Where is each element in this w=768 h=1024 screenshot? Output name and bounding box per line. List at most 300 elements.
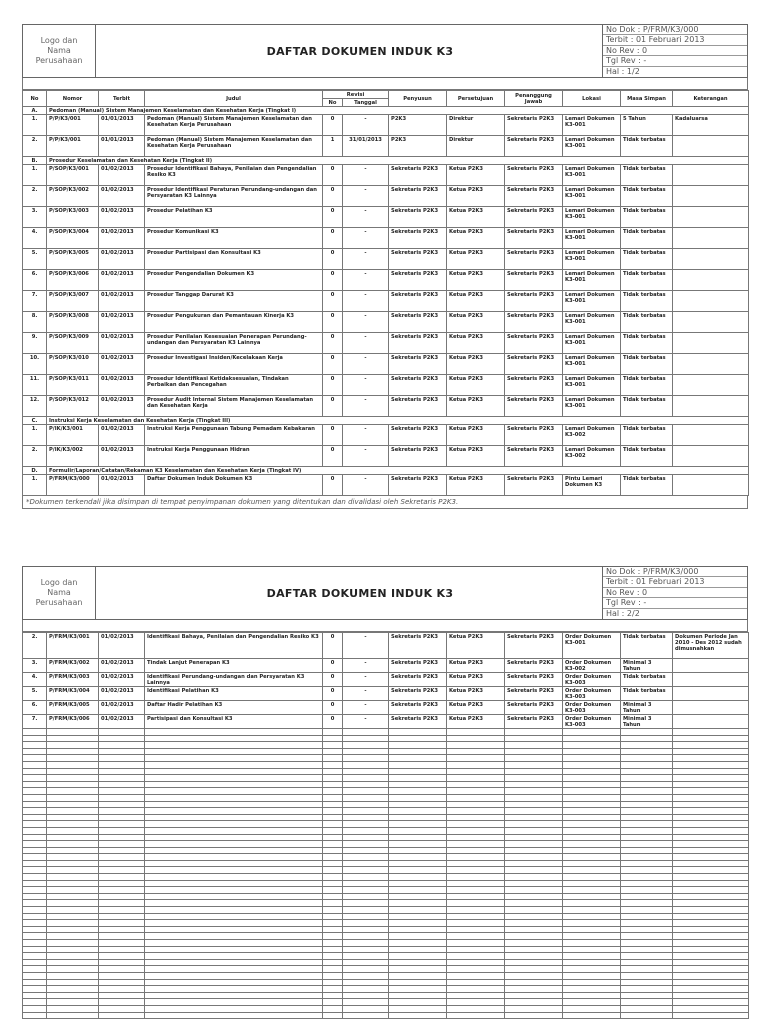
cell-lokasi: Lemari Dokumen K3-001: [563, 186, 621, 207]
table-row: [23, 475, 749, 496]
empty-row: [23, 860, 749, 867]
empty-cell: [23, 775, 47, 782]
cell-persetujuan: Ketua P2K3: [447, 228, 505, 249]
cell-penyusun: Sekretaris P2K3: [389, 312, 447, 333]
empty-cell: [47, 827, 99, 834]
empty-cell: [145, 794, 323, 801]
empty-cell: [99, 940, 145, 947]
empty-cell: [145, 841, 323, 848]
cell-terbit: 01/02/2013: [99, 687, 145, 701]
empty-cell: [145, 1012, 323, 1019]
cell-rev-no: 0: [323, 115, 343, 136]
empty-cell: [323, 814, 343, 821]
empty-cell: [447, 972, 505, 979]
cell-persetujuan: Ketua P2K3: [447, 687, 505, 701]
cell-penyusun: Sekretaris P2K3: [389, 659, 447, 673]
empty-cell: [447, 748, 505, 755]
empty-cell: [447, 867, 505, 874]
empty-cell: [343, 781, 389, 788]
empty-cell: [47, 841, 99, 848]
col-penyusun: Penyusun: [389, 91, 447, 107]
empty-cell: [621, 959, 673, 966]
document-table: [22, 632, 749, 1019]
cell-lokasi: Order Dokumen K3-003: [563, 715, 621, 729]
empty-cell: [343, 913, 389, 920]
empty-cell: [447, 1005, 505, 1012]
cell-masa: Tidak terbatas: [621, 375, 673, 396]
cell-terbit: 01/02/2013: [99, 701, 145, 715]
empty-cell: [23, 946, 47, 953]
empty-row: [23, 1005, 749, 1012]
cell-masa: Tidak terbatas: [621, 186, 673, 207]
cell-lokasi: Lemari Dokumen K3-001: [563, 136, 621, 157]
empty-cell: [343, 755, 389, 762]
cell-rev-no: 0: [323, 333, 343, 354]
empty-cell: [47, 966, 99, 973]
cell-no: 1.: [23, 165, 47, 186]
cell-nomor: P/FRM/K3/006: [47, 715, 99, 729]
cell-persetujuan: Ketua P2K3: [447, 396, 505, 417]
empty-cell: [23, 992, 47, 999]
empty-row: [23, 827, 749, 834]
cell-rev-tgl: -: [343, 115, 389, 136]
cell-ket: [673, 687, 749, 701]
cell-ket: [673, 659, 749, 673]
empty-cell: [447, 814, 505, 821]
empty-cell: [447, 801, 505, 808]
empty-cell: [23, 847, 47, 854]
cell-judul: Prosedur Komunikasi K3: [145, 228, 323, 249]
empty-cell: [323, 729, 343, 736]
cell-persetujuan: Ketua P2K3: [447, 270, 505, 291]
empty-cell: [145, 972, 323, 979]
empty-cell: [563, 854, 621, 861]
empty-cell: [505, 946, 563, 953]
empty-cell: [99, 794, 145, 801]
empty-cell: [621, 748, 673, 755]
empty-cell: [23, 814, 47, 821]
section-row: [23, 107, 749, 115]
cell-nomor: P/P/K3/001: [47, 136, 99, 157]
empty-cell: [323, 860, 343, 867]
empty-cell: [447, 854, 505, 861]
empty-cell: [563, 814, 621, 821]
empty-cell: [99, 933, 145, 940]
empty-row: [23, 887, 749, 894]
empty-row: [23, 913, 749, 920]
empty-cell: [563, 748, 621, 755]
empty-cell: [47, 999, 99, 1006]
empty-cell: [23, 913, 47, 920]
empty-cell: [447, 959, 505, 966]
cell-masa: Tidak terbatas: [621, 165, 673, 186]
empty-cell: [505, 729, 563, 736]
cell-pj: Sekretaris P2K3: [505, 715, 563, 729]
cell-rev-tgl: -: [343, 312, 389, 333]
cell-lokasi: Pintu Lemari Dokumen K3: [563, 475, 621, 496]
empty-cell: [621, 880, 673, 887]
empty-cell: [505, 874, 563, 881]
cell-penyusun: Sekretaris P2K3: [389, 207, 447, 228]
empty-cell: [563, 794, 621, 801]
cell-ket: [673, 270, 749, 291]
cell-persetujuan: Ketua P2K3: [447, 659, 505, 673]
empty-cell: [343, 854, 389, 861]
empty-cell: [323, 999, 343, 1006]
empty-cell: [145, 742, 323, 749]
empty-cell: [323, 854, 343, 861]
empty-cell: [47, 781, 99, 788]
empty-cell: [621, 933, 673, 940]
empty-cell: [389, 913, 447, 920]
empty-cell: [447, 907, 505, 914]
cell-nomor: P/SOP/K3/010: [47, 354, 99, 375]
cell-pj: Sekretaris P2K3: [505, 228, 563, 249]
cell-masa: Tidak terbatas: [621, 446, 673, 467]
empty-cell: [145, 860, 323, 867]
cell-rev-tgl: -: [343, 291, 389, 312]
cell-penyusun: Sekretaris P2K3: [389, 333, 447, 354]
col-rev-no: No: [323, 99, 343, 107]
cell-rev-tgl: -: [343, 687, 389, 701]
cell-rev-no: 0: [323, 446, 343, 467]
cell-terbit: 01/02/2013: [99, 270, 145, 291]
empty-cell: [505, 979, 563, 986]
empty-cell: [47, 900, 99, 907]
empty-row: [23, 966, 749, 973]
empty-row: [23, 781, 749, 788]
empty-cell: [99, 913, 145, 920]
empty-cell: [145, 992, 323, 999]
empty-cell: [621, 867, 673, 874]
empty-cell: [505, 907, 563, 914]
empty-cell: [23, 999, 47, 1006]
cell-persetujuan: Ketua P2K3: [447, 207, 505, 228]
empty-cell: [447, 893, 505, 900]
empty-cell: [323, 979, 343, 986]
empty-cell: [447, 887, 505, 894]
empty-cell: [99, 860, 145, 867]
cell-ket: [673, 207, 749, 228]
empty-cell: [99, 979, 145, 986]
empty-cell: [673, 775, 749, 782]
empty-cell: [99, 827, 145, 834]
empty-cell: [145, 953, 323, 960]
cell-lokasi: Lemari Dokumen K3-001: [563, 165, 621, 186]
cell-ket: [673, 396, 749, 417]
empty-cell: [563, 966, 621, 973]
empty-cell: [563, 887, 621, 894]
cell-masa: Tidak terbatas: [621, 207, 673, 228]
empty-cell: [505, 999, 563, 1006]
empty-cell: [343, 972, 389, 979]
empty-cell: [673, 966, 749, 973]
empty-cell: [23, 874, 47, 881]
cell-persetujuan: Ketua P2K3: [447, 715, 505, 729]
empty-cell: [323, 1005, 343, 1012]
empty-cell: [389, 972, 447, 979]
cell-judul: Prosedur Identifikasi Bahaya, Penilaian dan Pengendalian Resiko K3: [145, 165, 323, 186]
empty-cell: [389, 781, 447, 788]
cell-lokasi: Order Dokumen K3-003: [563, 701, 621, 715]
empty-cell: [47, 913, 99, 920]
cell-no: 6.: [23, 270, 47, 291]
empty-cell: [47, 953, 99, 960]
col-revisi: Revisi: [323, 91, 389, 99]
cell-lokasi: Lemari Dokumen K3-001: [563, 333, 621, 354]
section-row: [23, 417, 749, 425]
cell-lokasi: Lemari Dokumen K3-002: [563, 425, 621, 446]
cell-masa: Tidak terbatas: [621, 312, 673, 333]
empty-cell: [447, 735, 505, 742]
cell-penyusun: Sekretaris P2K3: [389, 228, 447, 249]
empty-cell: [145, 907, 323, 914]
empty-cell: [145, 801, 323, 808]
page-header: [22, 566, 748, 620]
cell-no: 12.: [23, 396, 47, 417]
empty-cell: [563, 768, 621, 775]
cell-judul: Partisipasi dan Konsultasi K3: [145, 715, 323, 729]
empty-cell: [505, 986, 563, 993]
table-row: [23, 270, 749, 291]
empty-cell: [323, 742, 343, 749]
cell-rev-tgl: -: [343, 228, 389, 249]
section-title: Formulir/Laporan/Catatan/Rekaman K3 Keselamatan dan Kesehatan Kerja (Tingkat IV): [47, 467, 749, 475]
empty-cell: [145, 880, 323, 887]
empty-cell: [343, 880, 389, 887]
empty-cell: [563, 946, 621, 953]
empty-cell: [447, 761, 505, 768]
cell-rev-tgl: -: [343, 333, 389, 354]
meta-page: Hal : 1/2: [606, 66, 640, 76]
empty-cell: [447, 1012, 505, 1019]
empty-row: [23, 847, 749, 854]
empty-cell: [389, 986, 447, 993]
table-row: [23, 687, 749, 701]
table-row: [23, 354, 749, 375]
empty-cell: [447, 926, 505, 933]
empty-cell: [47, 860, 99, 867]
empty-cell: [323, 1012, 343, 1019]
empty-cell: [323, 992, 343, 999]
empty-cell: [673, 827, 749, 834]
empty-cell: [99, 821, 145, 828]
empty-cell: [563, 847, 621, 854]
section-row: [23, 467, 749, 475]
empty-cell: [99, 999, 145, 1006]
empty-cell: [673, 926, 749, 933]
empty-cell: [47, 986, 99, 993]
empty-cell: [343, 992, 389, 999]
cell-ket: [673, 312, 749, 333]
cell-no: 7.: [23, 291, 47, 312]
empty-cell: [23, 867, 47, 874]
empty-cell: [343, 860, 389, 867]
cell-persetujuan: Ketua P2K3: [447, 475, 505, 496]
empty-cell: [673, 768, 749, 775]
meta-rev-no: No Rev : 0: [603, 46, 747, 56]
table-row: [23, 715, 749, 729]
empty-cell: [621, 992, 673, 999]
cell-nomor: P/SOP/K3/003: [47, 207, 99, 228]
empty-cell: [47, 808, 99, 815]
cell-nomor: P/P/K3/001: [47, 115, 99, 136]
empty-cell: [323, 946, 343, 953]
empty-cell: [389, 854, 447, 861]
table-row: [23, 425, 749, 446]
empty-cell: [505, 926, 563, 933]
empty-row: [23, 755, 749, 762]
empty-cell: [621, 801, 673, 808]
cell-pj: Sekretaris P2K3: [505, 475, 563, 496]
empty-cell: [99, 755, 145, 762]
empty-cell: [673, 972, 749, 979]
empty-cell: [447, 794, 505, 801]
empty-cell: [23, 959, 47, 966]
empty-cell: [673, 735, 749, 742]
document-page-1: [22, 24, 748, 509]
empty-cell: [343, 986, 389, 993]
cell-lokasi: Lemari Dokumen K3-001: [563, 207, 621, 228]
empty-cell: [323, 933, 343, 940]
empty-cell: [23, 768, 47, 775]
empty-cell: [505, 834, 563, 841]
spacer: [22, 620, 748, 632]
empty-cell: [621, 827, 673, 834]
cell-rev-no: 0: [323, 228, 343, 249]
empty-cell: [343, 920, 389, 927]
cell-nomor: P/SOP/K3/005: [47, 249, 99, 270]
cell-ket: [673, 425, 749, 446]
empty-cell: [563, 1005, 621, 1012]
empty-cell: [389, 999, 447, 1006]
empty-cell: [99, 742, 145, 749]
empty-cell: [23, 986, 47, 993]
empty-cell: [505, 966, 563, 973]
empty-cell: [563, 893, 621, 900]
empty-cell: [23, 966, 47, 973]
cell-nomor: P/FRM/K3/000: [47, 475, 99, 496]
cell-pj: Sekretaris P2K3: [505, 333, 563, 354]
cell-rev-tgl: -: [343, 396, 389, 417]
cell-judul: Identifikasi Bahaya, Penilaian dan Pengendalian Resiko K3: [145, 633, 323, 659]
empty-cell: [673, 992, 749, 999]
empty-cell: [99, 874, 145, 881]
empty-cell: [343, 874, 389, 881]
empty-cell: [563, 834, 621, 841]
empty-cell: [343, 946, 389, 953]
empty-cell: [47, 907, 99, 914]
cell-no: 7.: [23, 715, 47, 729]
cell-lokasi: Order Dokumen K3-002: [563, 659, 621, 673]
cell-terbit: 01/02/2013: [99, 633, 145, 659]
empty-cell: [447, 768, 505, 775]
empty-cell: [621, 841, 673, 848]
cell-penyusun: Sekretaris P2K3: [389, 354, 447, 375]
empty-cell: [621, 735, 673, 742]
cell-persetujuan: Ketua P2K3: [447, 333, 505, 354]
empty-cell: [323, 972, 343, 979]
empty-cell: [145, 940, 323, 947]
cell-ket: [673, 186, 749, 207]
empty-cell: [343, 841, 389, 848]
empty-cell: [505, 801, 563, 808]
cell-penyusun: Sekretaris P2K3: [389, 475, 447, 496]
cell-pj: Sekretaris P2K3: [505, 687, 563, 701]
empty-row: [23, 907, 749, 914]
empty-cell: [47, 972, 99, 979]
empty-cell: [621, 972, 673, 979]
empty-cell: [447, 808, 505, 815]
empty-cell: [47, 794, 99, 801]
cell-no: 6.: [23, 701, 47, 715]
cell-rev-no: 0: [323, 425, 343, 446]
empty-row: [23, 761, 749, 768]
col-rev-tgl: Tanggal: [343, 99, 389, 107]
cell-terbit: 01/02/2013: [99, 446, 145, 467]
cell-masa: Minimal 3 Tahun: [621, 715, 673, 729]
empty-cell: [47, 887, 99, 894]
section-letter: A.: [23, 107, 47, 115]
cell-rev-tgl: -: [343, 673, 389, 687]
empty-cell: [673, 979, 749, 986]
empty-cell: [563, 953, 621, 960]
cell-ket: [673, 375, 749, 396]
empty-cell: [447, 874, 505, 881]
cell-no: 2.: [23, 136, 47, 157]
footnote: *Dokumen terkendali jika disimpan di tempat penyimpanan dokumen yang ditentukan dan divalidasi oleh Sekretaris P2K3.: [22, 496, 748, 509]
empty-cell: [505, 972, 563, 979]
empty-cell: [389, 775, 447, 782]
empty-cell: [389, 814, 447, 821]
empty-cell: [505, 933, 563, 940]
empty-cell: [673, 867, 749, 874]
empty-cell: [47, 847, 99, 854]
cell-rev-tgl: -: [343, 633, 389, 659]
empty-row: [23, 841, 749, 848]
cell-no: 1.: [23, 475, 47, 496]
empty-cell: [389, 979, 447, 986]
empty-cell: [673, 781, 749, 788]
table-row: [23, 249, 749, 270]
empty-cell: [673, 933, 749, 940]
empty-cell: [343, 834, 389, 841]
empty-cell: [505, 788, 563, 795]
cell-pj: Sekretaris P2K3: [505, 396, 563, 417]
empty-cell: [563, 1012, 621, 1019]
meta-rev-no: No Rev : 0: [603, 588, 747, 598]
empty-row: [23, 926, 749, 933]
cell-rev-tgl: -: [343, 425, 389, 446]
cell-rev-no: 0: [323, 291, 343, 312]
empty-cell: [505, 794, 563, 801]
empty-cell: [47, 880, 99, 887]
empty-cell: [389, 874, 447, 881]
cell-ket: [673, 291, 749, 312]
empty-cell: [99, 926, 145, 933]
empty-row: [23, 821, 749, 828]
cell-judul: Instruksi Kerja Penggunaan Hidran: [145, 446, 323, 467]
cell-terbit: 01/02/2013: [99, 312, 145, 333]
empty-cell: [47, 926, 99, 933]
empty-cell: [447, 953, 505, 960]
cell-penyusun: Sekretaris P2K3: [389, 165, 447, 186]
empty-cell: [343, 887, 389, 894]
empty-cell: [23, 755, 47, 762]
empty-cell: [389, 761, 447, 768]
empty-cell: [343, 775, 389, 782]
empty-cell: [389, 755, 447, 762]
